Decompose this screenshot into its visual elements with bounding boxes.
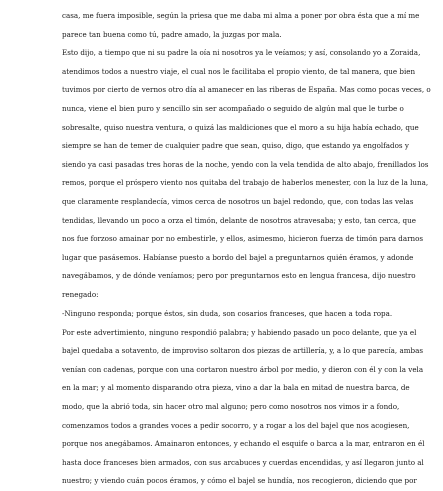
- text-line: siendo ya casi pasadas tres horas de la noche, yendo con la vela tendida de alto abajo, frenillados los: [62, 159, 429, 169]
- text-line: en la mar; y al momento disparando otra pieza, vino a dar la bala en mitad de nuestra barca, de: [62, 383, 410, 393]
- text-line: tendidas, llevando un poco a orza el timón, delante de nosotros atravesaba; y esto, tan cerca, que: [62, 215, 416, 225]
- text-line: parece tan buena como tú, padre amado, la juzgas por mala.: [62, 29, 282, 39]
- text-line: porque nos anegábamos. Amainaron entonces, y echando el esquife o barca a la mar, entraron en él: [62, 439, 425, 449]
- text-line: bajel quedaba a sotavento, de improviso soltaron dos piezas de artillería, y, a lo que parecía, ambas: [62, 346, 423, 356]
- text-line: atendimos todos a nuestro viaje, el cual nos le facilitaba el propio viento, de tal manera, que bien: [62, 66, 416, 76]
- text-line: venían con cadenas, porque con una cortaron nuestro árbol por medio, y dieron con él y con la vela: [62, 364, 424, 374]
- text-line: sobresalte, quiso nuestra ventura, o quizá las maldiciones que el moro a su hija había echado, que: [62, 122, 419, 132]
- text-line: remos, porque el próspero viento nos quitaba del trabajo de haberlos menester, con la luz de la luna,: [62, 178, 429, 188]
- text-line: comenzamos todos a grandes voces a pedir socorro, y a rogar a los del bajel que nos acogiesen,: [62, 420, 410, 430]
- text-line: lugar que pasásemos. Habíanse puesto a bordo del bajel a preguntarnos quién éramos, y adonde: [62, 252, 414, 262]
- paragraph-block-2: [62, 305, 425, 491]
- text-line: que claramente resplandecía, vimos cerca de nosotros un bajel redondo, que, con todas las velas: [62, 196, 414, 206]
- paragraph-block-1: [62, 7, 431, 305]
- text-line: nuestro; y viendo cuán pocos éramos, y cómo el bajel se hundía, nos recogieron, diciendo que por: [62, 476, 417, 486]
- text-line: hasta doce franceses bien armados, con sus arcabuces y cuerdas encendidas, y así llegaron junto al: [62, 457, 424, 467]
- text-line: nunca, viene el bien puro y sencillo sin ser acompañado o seguido de algún mal que le turbe o: [62, 103, 404, 113]
- text-line: Por este advertimiento, ninguno respondió palabra; y habiendo pasado un poco delante, que ya el: [62, 327, 417, 337]
- text-line: nos fue forzoso amainar por no embestirle, y ellos, asimesmo, hicieron fuerza de timón para darnos: [62, 234, 424, 244]
- text-line: modo, que la abrió toda, sin hacer otro mal alguno; pero como nosotros nos vimos ir a fondo,: [62, 401, 400, 411]
- text-line: -Ninguno responda; porque éstos, sin duda, son cosarios franceses, que hacen a toda ropa.: [62, 309, 393, 318]
- text-line: navegábamos, y de dónde veníamos; pero por preguntarnos esto en lengua francesa, dijo nuestro: [62, 271, 416, 281]
- text-line: tuvimos por cierto de vernos otro día al amanecer en las riberas de España. Mas como pocas veces, o: [62, 85, 431, 95]
- text-line: casa, me fuera imposible, según la priesa que me daba mi alma a poner por obra ésta que a mí me: [62, 11, 420, 20]
- text-line: Esto dijo, a tiempo que ni su padre la oía ni nosotros ya le veíamos; y así, consolando yo a Zoraida,: [62, 48, 421, 58]
- text-line: siempre se han de temer de cualquier padre que sean, quiso, digo, que estando ya engolfados y: [62, 141, 409, 151]
- text-line: renegado:: [62, 289, 99, 299]
